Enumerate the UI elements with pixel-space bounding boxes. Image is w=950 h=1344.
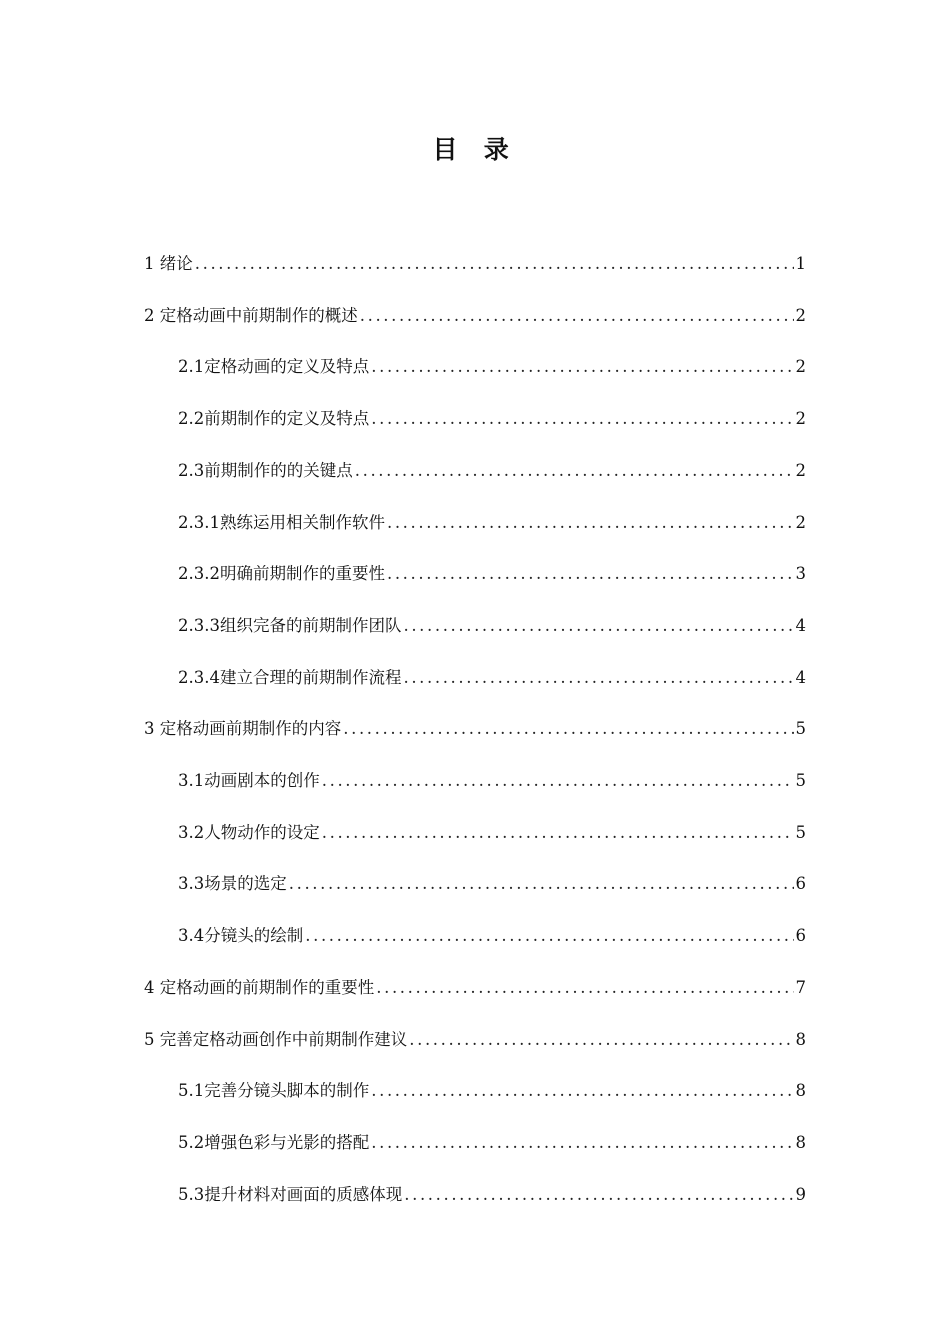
toc-entry-page: 9 (795, 1184, 806, 1204)
toc-leader-dots (387, 560, 794, 588)
toc-leader-dots (371, 1129, 793, 1157)
toc-entry[interactable] (178, 1129, 806, 1157)
toc-entry-text: 5 完善定格动画创作中前期制作建议 (144, 1029, 408, 1049)
toc-entry[interactable] (144, 974, 806, 1002)
toc-entry-text: 3.2人物动作的设定 (178, 822, 320, 842)
toc-entry-text: 5.1完善分镜头脚本的制作 (178, 1081, 370, 1101)
toc-entry-page: 2 (795, 357, 806, 377)
toc-entry-text: 1 绪论 (144, 254, 193, 273)
toc-entry-page: 7 (795, 977, 806, 997)
toc-entry[interactable] (144, 302, 806, 330)
toc-entry[interactable] (178, 353, 806, 381)
toc-entry-page: 8 (795, 1029, 806, 1049)
toc-entry[interactable] (178, 560, 806, 588)
toc-entry-text: 2 定格动画中前期制作的概述 (144, 305, 358, 325)
toc-entry-text: 3 定格动画前期制作的内容 (144, 719, 342, 739)
toc-entry-text: 4 定格动画的前期制作的重要性 (144, 977, 375, 997)
toc-entry[interactable] (178, 819, 806, 847)
toc-leader-dots (404, 1181, 793, 1209)
toc-entry-page: 2 (795, 305, 806, 325)
toc-entry-text: 3.3场景的选定 (178, 874, 287, 894)
toc-entry-text: 2.3.1熟练运用相关制作软件 (178, 512, 385, 532)
toc-entry[interactable] (178, 767, 806, 795)
toc-leader-dots (343, 715, 793, 743)
toc-entry-text: 2.3.4建立合理的前期制作流程 (178, 667, 402, 687)
toc-entry[interactable] (144, 715, 806, 743)
toc-entry-text: 3.1动画剧本的创作 (178, 771, 320, 790)
toc-entry-page: 4 (795, 667, 806, 687)
toc-leader-dots (409, 1026, 793, 1054)
toc-entry-page: 2 (795, 409, 806, 429)
toc-entry-text: 5.3提升材料对画面的质感体现 (178, 1184, 403, 1204)
toc-leader-dots (403, 664, 793, 692)
toc-leader-dots (305, 922, 793, 950)
toc-leader-dots (289, 870, 794, 898)
toc-leader-dots (371, 1077, 793, 1105)
toc-entry-text: 2.2前期制作的定义及特点 (178, 409, 370, 429)
toc-entry-page: 1 (795, 254, 806, 273)
toc-entry-page: 6 (795, 926, 806, 946)
toc-entry[interactable] (144, 1026, 806, 1054)
toc-entry-text: 2.3.2明确前期制作的重要性 (178, 564, 385, 584)
toc-entry[interactable] (144, 250, 806, 278)
toc-entry-page: 2 (795, 460, 806, 480)
toc-leader-dots (355, 457, 794, 485)
toc-entry-page: 5 (795, 822, 806, 842)
toc-leader-dots (322, 819, 794, 847)
toc-entry[interactable] (178, 1181, 806, 1209)
toc-entry[interactable] (178, 457, 806, 485)
toc-entry-page: 6 (795, 874, 806, 894)
toc-entry-page: 3 (795, 564, 806, 584)
toc-leader-dots (376, 974, 793, 1002)
toc-entry-text: 3.4分镜头的绘制 (178, 926, 304, 946)
toc-entry[interactable] (178, 870, 806, 898)
toc-entry-page: 5 (795, 719, 806, 739)
toc-entry-text: 2.3.3组织完备的前期制作团队 (178, 615, 402, 635)
toc-leader-dots (387, 509, 794, 537)
toc-entry[interactable] (178, 1077, 806, 1105)
toc-entry-page: 5 (795, 771, 806, 790)
toc-leader-dots (322, 767, 794, 795)
toc-entry-page: 4 (795, 615, 806, 635)
toc-leader-dots (371, 353, 793, 381)
toc-entry-text: 2.1定格动画的定义及特点 (178, 357, 370, 377)
toc-entry[interactable] (178, 612, 806, 640)
toc-entry-page: 8 (795, 1132, 806, 1152)
toc-leader-dots (360, 302, 794, 330)
toc-entry-page: 8 (795, 1081, 806, 1101)
toc-leader-dots (371, 405, 793, 433)
toc-entry[interactable] (178, 405, 806, 433)
toc-leader-dots (403, 612, 793, 640)
toc-entry-text: 2.3前期制作的的关键点 (178, 460, 353, 480)
toc-entry[interactable] (178, 664, 806, 692)
toc-entry-page: 2 (795, 512, 806, 532)
toc-entry[interactable] (178, 922, 806, 950)
toc-entry-text: 5.2增强色彩与光影的搭配 (178, 1132, 370, 1152)
page-title: 目 录 (432, 135, 518, 164)
toc-entry[interactable] (178, 509, 806, 537)
toc-leader-dots (195, 250, 794, 278)
